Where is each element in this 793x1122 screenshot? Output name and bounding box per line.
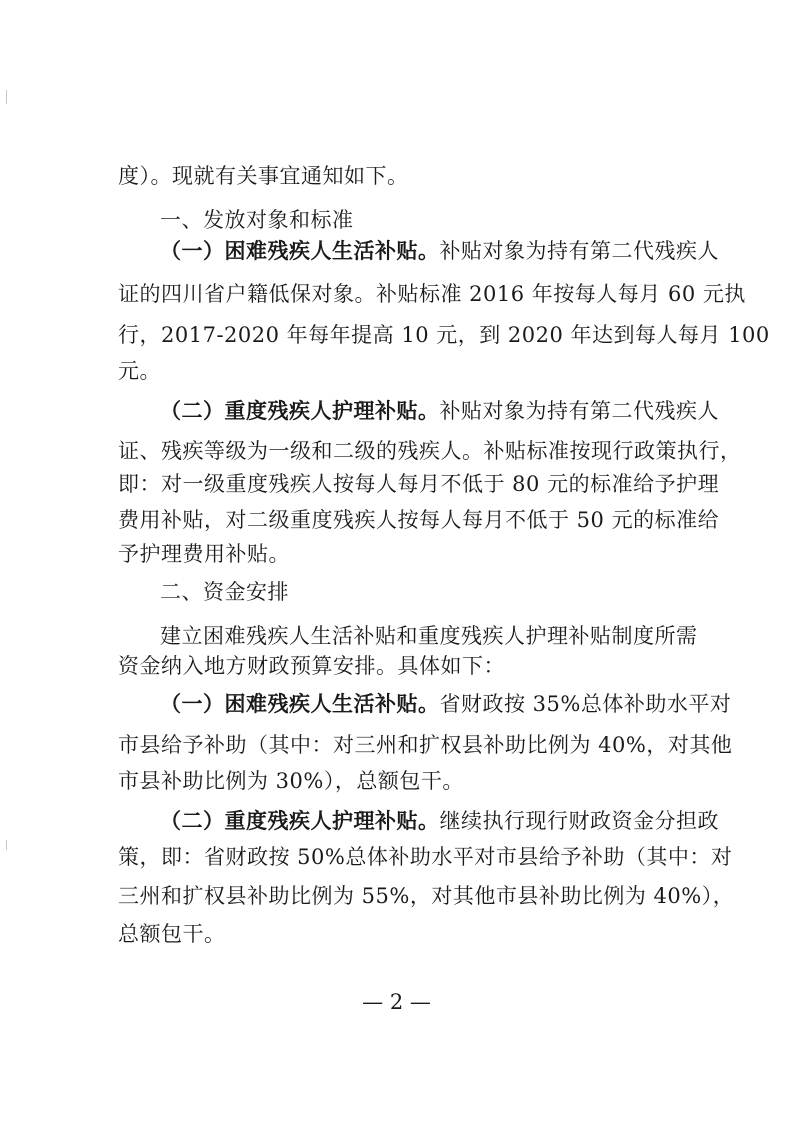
paragraph-text: 继续执行现行财政资金分担政 [439, 809, 719, 833]
paragraph-line: 总额包干。 [118, 922, 226, 946]
subsection-heading: （一）困难残疾人生活补贴。 [160, 238, 440, 263]
section-heading: 二、资金安排 [160, 580, 289, 604]
scan-mark [6, 90, 7, 104]
subsection-heading: （二）重度残疾人护理补贴。 [160, 808, 440, 833]
paragraph-line [160, 690, 793, 718]
paragraph-line: 资金纳入地方财政预算安排。具体如下： [118, 654, 505, 678]
paragraph-line: 度）。现就有关事宜通知如下。 [118, 164, 409, 188]
paragraph-line: 证、残疾等级为一级和二级的残疾人。补贴标准按现行政策执行， [118, 439, 742, 463]
subsection-heading: （二）重度残疾人护理补贴。 [160, 398, 440, 423]
scan-mark [6, 840, 7, 850]
paragraph-line: 予护理费用补贴。 [118, 542, 290, 566]
paragraph-line [160, 807, 793, 835]
paragraph-line: 三州和扩权县补助比例为 55%，对其他市县补助比例为 40%）， [118, 884, 735, 908]
paragraph-line: 元。 [118, 359, 161, 383]
page-number: — 2 — [362, 990, 431, 1014]
paragraph-text: 补贴对象为持有第二代残疾人 [439, 239, 719, 263]
paragraph-line: 建立困难残疾人生活补贴和重度残疾人护理补贴制度所需 [160, 624, 698, 648]
paragraph-line: 市县给予补助（其中：对三州和扩权县补助比例为 40%，对其他 [118, 733, 733, 757]
paragraph-line: 证的四川省户籍低保对象。补贴标准 2016 年按每人每月 60 元执 [118, 282, 746, 306]
paragraph-line: 行，2017-2020 年每年提高 10 元，到 2020 年达到每人每月 100 [118, 323, 770, 347]
section-heading: 一、发放对象和标准 [160, 208, 354, 232]
paragraph-line [160, 397, 793, 425]
paragraph-line: 费用补贴，对二级重度残疾人按每人每月不低于 50 元的标准给 [118, 508, 720, 532]
paragraph-text: 省财政按 35%总体补助水平对 [439, 692, 732, 716]
paragraph-line: 即：对一级重度残疾人按每人每月不低于 80 元的标准给予护理 [118, 472, 720, 496]
paragraph-line [160, 237, 793, 265]
paragraph-line: 市县补助比例为 30%），总额包干。 [118, 769, 464, 793]
paragraph-line: 策，即：省财政按 50%总体补助水平对市县给予补助（其中：对 [118, 845, 733, 869]
subsection-heading: （一）困难残疾人生活补贴。 [160, 691, 440, 716]
paragraph-text: 补贴对象为持有第二代残疾人 [439, 399, 719, 423]
